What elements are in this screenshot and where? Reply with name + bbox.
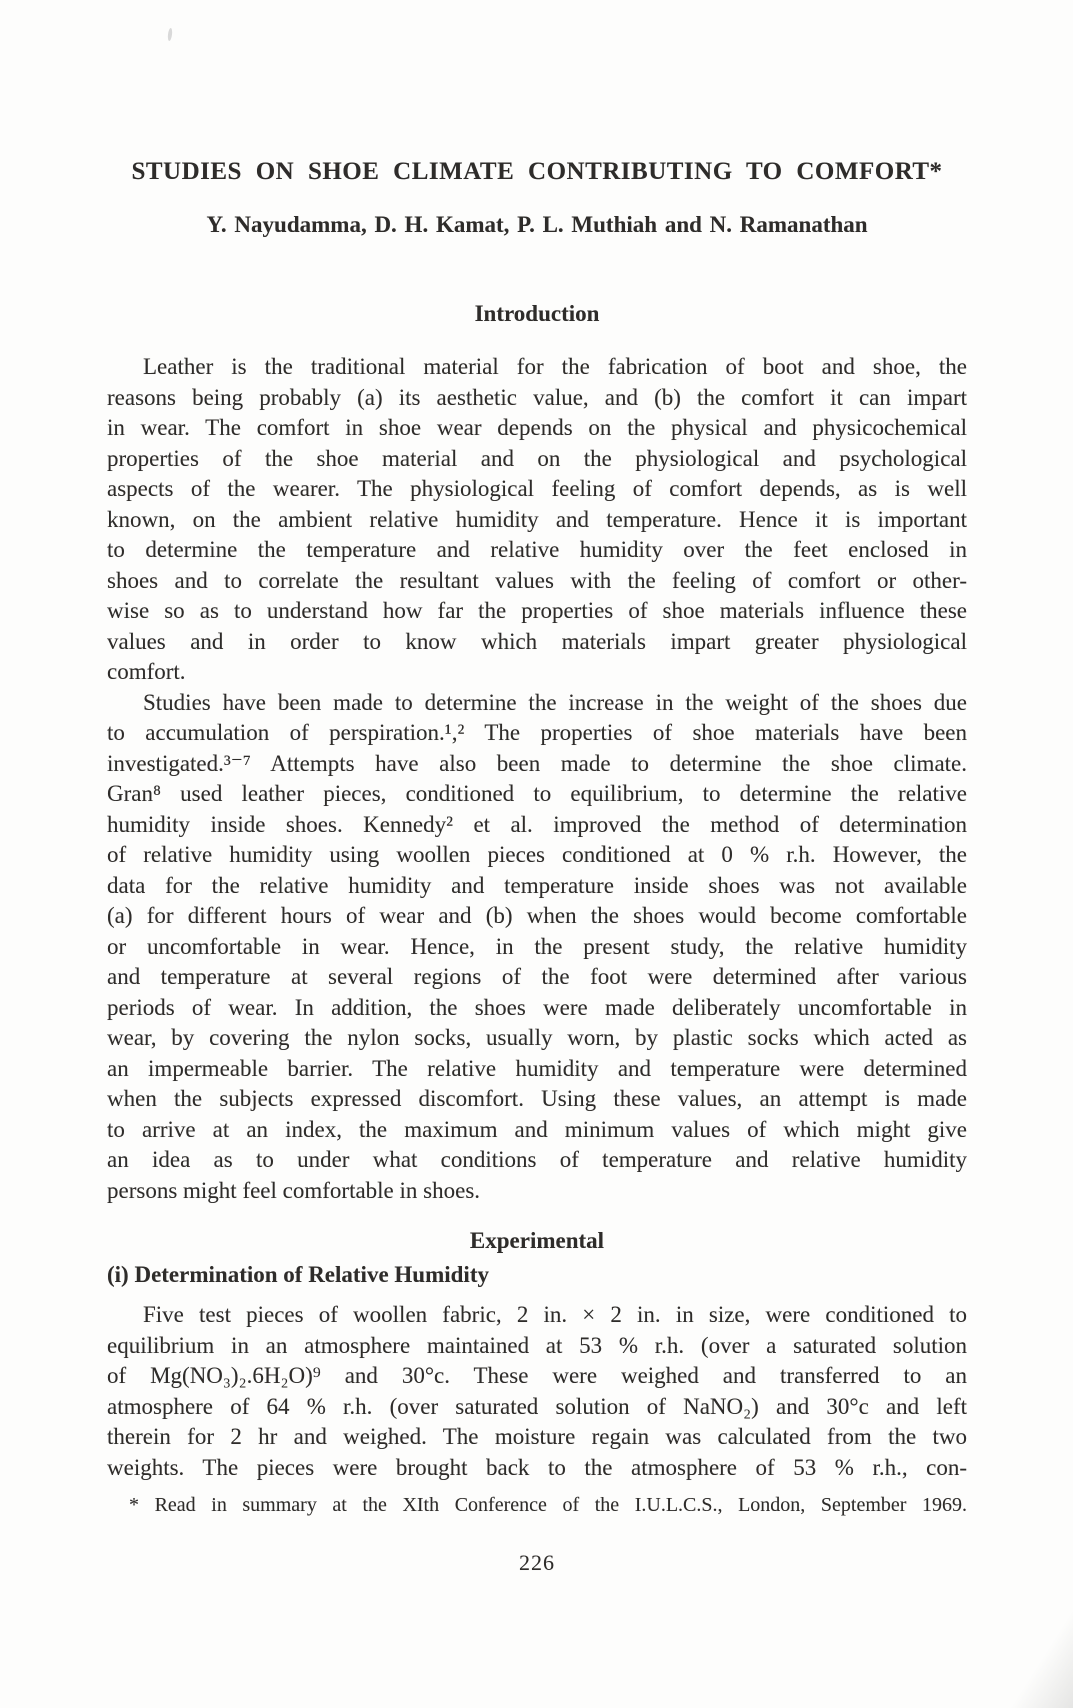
- text-line: Leather is the traditional material for the fabrication of boot and shoe, the: [143, 354, 967, 379]
- text-line: wear, by covering the nylon socks, usually worn, by plastic socks which acted as: [107, 1025, 967, 1050]
- text-line: wise so as to understand how far the properties of shoe materials influence these: [107, 598, 967, 623]
- text-line: atmosphere of 64 % r.h. (over saturated solution of NaNO₂) and 30°c and left: [107, 1393, 967, 1419]
- text-line: investigated.³⁻⁷ Attempts have also been made to determine the shoe climate.: [107, 750, 967, 776]
- text-line: reasons being probably (a) its aesthetic value, and (b) the comfort it can impart: [107, 384, 967, 410]
- section-heading-introduction: Introduction: [474, 301, 600, 326]
- text-line: to arrive at an index, the maximum and minimum values of which might give: [107, 1116, 967, 1142]
- text-line: comfort.: [107, 659, 186, 684]
- text-line: persons might feel comfortable in shoes.: [107, 1177, 481, 1203]
- paper-authors: Y. Nayudamma, D. H. Kamat, P. L. Muthiah and N. Ramanathan: [206, 212, 868, 237]
- text-line: (a) for different hours of wear and (b) when the shoes would become comfortable: [107, 903, 967, 928]
- text-line: Gran⁸ used leather pieces, conditioned to equilibrium, to determine the relative: [107, 781, 967, 806]
- footnote: * Read in summary at the XIth Conference of the I.U.L.C.S., London, September 1969.: [129, 1494, 967, 1516]
- text-line: weights. The pieces were brought back to the atmosphere of 53 % r.h., con-: [107, 1454, 967, 1480]
- text-line: and temperature at several regions of the foot were determined after various: [107, 964, 967, 989]
- text-line: known, on the ambient relative humidity and temperature. Hence it is important: [107, 506, 967, 532]
- text-line: Five test pieces of woollen fabric, 2 in. × 2 in. in size, were conditioned to: [143, 1302, 967, 1327]
- text-line: aspects of the wearer. The physiological feeling of comfort depends, as is well: [107, 476, 967, 501]
- text-line: periods of wear. In addition, the shoes were made deliberately uncomfortable in: [107, 994, 967, 1020]
- scan-corner-shadow: [1003, 1598, 1073, 1708]
- text-line: equilibrium in an atmosphere maintained at 53 % r.h. (over a saturated solution: [107, 1332, 967, 1358]
- paper-title: STUDIES ON SHOE CLIMATE CONTRIBUTING TO COMFORT*: [131, 158, 943, 185]
- text-line: therein for 2 hr and weighed. The moisture regain was calculated from the two: [107, 1424, 967, 1449]
- text-line: an idea as to under what conditions of temperature and relative humidity: [107, 1147, 967, 1172]
- text-line: an impermeable barrier. The relative humidity and temperature were determined: [107, 1055, 967, 1081]
- text-line: to determine the temperature and relative humidity over the feet enclosed in: [107, 537, 967, 562]
- text-line: values and in order to know which materials impart greater physiological: [107, 628, 967, 654]
- experimental-body: [107, 1300, 967, 1483]
- text-line: data for the relative humidity and temperature inside shoes was not available: [107, 872, 967, 898]
- text-line: of relative humidity using woollen pieces conditioned at 0 % r.h. However, the: [107, 842, 967, 867]
- text-line: properties of the shoe material and on the physiological and psychological: [107, 445, 967, 471]
- introduction-body: [107, 352, 967, 1206]
- page-number: 226: [519, 1550, 555, 1575]
- text-line: in wear. The comfort in shoe wear depends on the physical and physicochemical: [107, 415, 967, 440]
- subsection-heading-relative-humidity: (i) Determination of Relative Humidity: [107, 1262, 489, 1287]
- text-line: shoes and to correlate the resultant values with the feeling of comfort or other-: [107, 567, 967, 593]
- text-line: Studies have been made to determine the increase in the weight of the shoes due: [143, 689, 967, 715]
- text-line: or uncomfortable in wear. Hence, in the present study, the relative humidity: [107, 933, 967, 959]
- section-heading-experimental: Experimental: [469, 1228, 605, 1253]
- text-line: when the subjects expressed discomfort. Using these values, an attempt is made: [107, 1086, 967, 1111]
- text-line: humidity inside shoes. Kennedy² et al. improved the method of determination: [107, 811, 967, 837]
- text-line: to accumulation of perspiration.¹,² The properties of shoe materials have been: [107, 720, 967, 745]
- scan-speck: [167, 28, 173, 41]
- text-line: of Mg(NO₃)₂.6H₂O)⁹ and 30°c. These were weighed and transferred to an: [107, 1363, 967, 1388]
